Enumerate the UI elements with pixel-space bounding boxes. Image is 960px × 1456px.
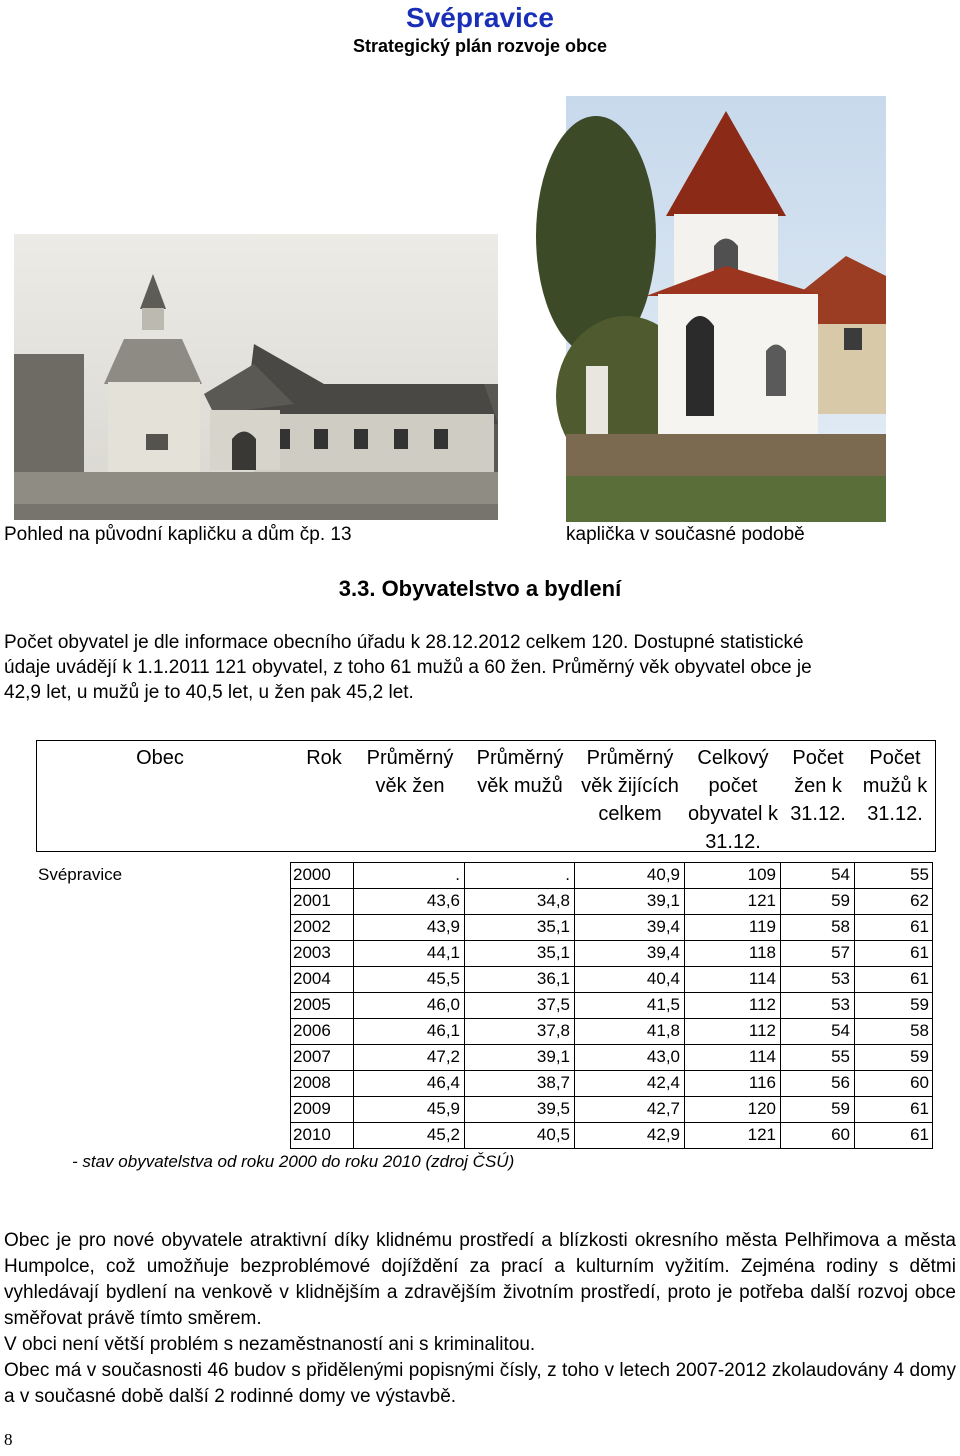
table-cell-zen: 53 bbox=[831, 969, 850, 988]
col-header-line: 31.12. bbox=[790, 803, 846, 825]
table-cell-vek_zen: 45,9 bbox=[426, 1099, 460, 1118]
table-cell-vek_muzu: 39,1 bbox=[536, 1047, 570, 1066]
col-header-line: obyvatel k bbox=[687, 803, 779, 825]
table-cell-zen: 59 bbox=[831, 1099, 850, 1118]
col-header-line: věk žijících bbox=[581, 775, 679, 797]
col-header-obec-label: Obec bbox=[136, 747, 184, 769]
table-cell-muzu: 58 bbox=[910, 1021, 929, 1040]
left-photo-caption: Pohled na původní kapličku a dům čp. 13 bbox=[4, 524, 352, 545]
table-cell-zen: 60 bbox=[831, 1125, 850, 1144]
intro-line: 42,9 let, u mužů je to 40,5 let, u žen pak 45,2 let. bbox=[4, 682, 414, 703]
table-cell-vek_celkem: 39,1 bbox=[646, 891, 680, 910]
col-header-line: 31.12. bbox=[705, 831, 761, 853]
table-cell-rok: 2006 bbox=[293, 1021, 331, 1040]
col-header-line: mužů k bbox=[862, 775, 928, 797]
col-header-line: Průměrný bbox=[586, 747, 674, 769]
table-cell-muzu: 61 bbox=[910, 969, 929, 988]
table-column-line bbox=[932, 862, 933, 1148]
table-cell-rok: 2004 bbox=[293, 969, 331, 988]
table-cell-muzu: 60 bbox=[910, 1073, 929, 1092]
table-cell-vek_muzu: 35,1 bbox=[536, 943, 570, 962]
table-cell-vek_zen: 43,9 bbox=[426, 917, 460, 936]
table-cell-obyv: 120 bbox=[747, 1099, 776, 1118]
table-cell-rok: 2010 bbox=[293, 1125, 331, 1144]
photo-current-chapel bbox=[566, 96, 886, 522]
table-column-line bbox=[290, 862, 291, 1148]
table-cell-zen: 54 bbox=[831, 865, 850, 884]
table-cell-muzu: 59 bbox=[910, 995, 929, 1014]
col-header-vek-zen bbox=[356, 744, 464, 800]
table-cell-vek_celkem: 42,9 bbox=[646, 1125, 680, 1144]
table-cell-vek_celkem: 39,4 bbox=[646, 943, 680, 962]
table-cell-muzu: 61 bbox=[910, 1099, 929, 1118]
col-header-line: žen k bbox=[794, 775, 842, 797]
table-cell-obyv: 112 bbox=[748, 1021, 776, 1040]
table-cell-vek_zen: 46,1 bbox=[426, 1021, 460, 1040]
col-header-line: počet bbox=[708, 775, 758, 797]
table-cell-vek_zen: 43,6 bbox=[426, 891, 460, 910]
intro-paragraph bbox=[4, 630, 944, 705]
body-paragraph: Obec je pro nové obyvatele atraktivní díky klidnému prostředí a blízkosti okresního města Pelhřimova a města Humpolce, což umožňuje bezproblémové dojíždění za prací a kulturním vyžitím. Zejména rodiny s dětmi vyhledávají bydlení na venkově v klidnějším a zdravějším životním prostředí, proto je potřeba další rozvoj obce směřovat právě tímto směrem. bbox=[4, 1230, 956, 1329]
table-cell-vek_zen: 47,2 bbox=[426, 1047, 460, 1066]
table-cell-vek_celkem: 40,9 bbox=[646, 865, 680, 884]
table-cell-vek_zen: . bbox=[455, 865, 460, 884]
table-cell-rok: 2005 bbox=[293, 995, 331, 1014]
col-header-obec bbox=[100, 744, 220, 772]
body-paragraph: Obec má v současnosti 46 budov s přidělenými popisnými čísly, z toho v letech 2007-2012 zkolaudovány 4 domy a v současné době další 2 rodinné domy ve výstavbě. bbox=[4, 1360, 956, 1407]
table-cell-obyv: 121 bbox=[747, 891, 776, 910]
table-cell-vek_muzu: 36,1 bbox=[536, 969, 570, 988]
table-cell-obyv: 109 bbox=[747, 865, 776, 884]
table-cell-vek_muzu: 38,7 bbox=[536, 1073, 570, 1092]
table-row-line bbox=[290, 1148, 933, 1149]
col-header-vek-muzu bbox=[466, 744, 574, 800]
table-cell-zen: 57 bbox=[831, 943, 850, 962]
table-cell-zen: 58 bbox=[831, 917, 850, 936]
table-cell-vek_celkem: 41,8 bbox=[646, 1021, 680, 1040]
col-header-line: Počet bbox=[869, 747, 921, 769]
col-header-pocet-zen bbox=[782, 744, 854, 828]
col-header-line: Počet bbox=[792, 747, 844, 769]
table-cell-zen: 55 bbox=[831, 1047, 850, 1066]
table-cell-obyv: 112 bbox=[748, 995, 776, 1014]
table-cell-zen: 56 bbox=[831, 1073, 850, 1092]
intro-line: Počet obyvatel je dle informace obecního úřadu k 28.12.2012 celkem 120. Dostupné statistické bbox=[4, 632, 804, 653]
col-header-line: 31.12. bbox=[867, 803, 923, 825]
page-number: 8 bbox=[4, 1430, 13, 1449]
col-header-pocet-obyvatel bbox=[686, 744, 780, 853]
table-cell-obyv: 119 bbox=[748, 917, 776, 936]
table-cell-vek_muzu: 37,8 bbox=[536, 1021, 570, 1040]
col-header-line: Průměrný bbox=[366, 747, 454, 769]
col-header-line: věk žen bbox=[375, 775, 445, 797]
table-cell-muzu: 62 bbox=[910, 891, 929, 910]
table-cell-rok: 2001 bbox=[293, 891, 331, 910]
table-cell-obyv: 114 bbox=[748, 1047, 776, 1066]
table-cell-vek_zen: 46,0 bbox=[426, 995, 460, 1014]
document-subtitle: Strategický plán rozvoje obce bbox=[352, 36, 608, 56]
table-cell-vek_celkem: 43,0 bbox=[646, 1047, 680, 1066]
table-cell-muzu: 61 bbox=[910, 943, 929, 962]
table-cell-muzu: 61 bbox=[910, 917, 929, 936]
table-cell-rok: 2003 bbox=[293, 943, 331, 962]
table-cell-muzu: 55 bbox=[910, 865, 929, 884]
table-source-note: - stav obyvatelstva od roku 2000 do roku 2010 (zdroj ČSÚ) bbox=[72, 1152, 515, 1171]
table-cell-vek_zen: 45,2 bbox=[426, 1125, 460, 1144]
photo-original-chapel bbox=[14, 234, 498, 520]
table-cell-zen: 53 bbox=[831, 995, 850, 1014]
table-cell-zen: 54 bbox=[831, 1021, 850, 1040]
table-cell-rok: 2008 bbox=[293, 1073, 331, 1092]
table-cell-vek_celkem: 42,4 bbox=[646, 1073, 680, 1092]
table-cell-rok: 2000 bbox=[293, 865, 331, 884]
table-cell-vek_celkem: 42,7 bbox=[646, 1099, 680, 1118]
table-obec-name: Svépravice bbox=[38, 865, 123, 884]
table-cell-rok: 2002 bbox=[293, 917, 331, 936]
col-header-line: věk mužů bbox=[477, 775, 563, 797]
table-cell-vek_muzu: 39,5 bbox=[536, 1099, 570, 1118]
table-cell-obyv: 114 bbox=[748, 969, 776, 988]
col-header-vek-celkem bbox=[576, 744, 684, 828]
intro-line: údaje uvádějí k 1.1.2011 121 obyvatel, z toho 61 mužů a 60 žen. Průměrný věk obyvatel obce je bbox=[4, 657, 812, 678]
table-cell-rok: 2009 bbox=[293, 1099, 331, 1118]
table-cell-vek_muzu: 40,5 bbox=[536, 1125, 570, 1144]
body-paragraph: V obci není větší problém s nezaměstnaností ani s kriminalitou. bbox=[4, 1334, 536, 1355]
document-title: Svépravice bbox=[406, 2, 554, 33]
table-cell-vek_muzu: 37,5 bbox=[536, 995, 570, 1014]
table-cell-obyv: 121 bbox=[747, 1125, 776, 1144]
table-cell-vek_zen: 44,1 bbox=[426, 943, 460, 962]
col-header-line: Průměrný bbox=[476, 747, 564, 769]
table-cell-rok: 2007 bbox=[293, 1047, 331, 1066]
table-cell-vek_zen: 45,5 bbox=[426, 969, 460, 988]
table-cell-vek_muzu: 34,8 bbox=[536, 891, 570, 910]
table-cell-zen: 59 bbox=[831, 891, 850, 910]
col-header-line: celkem bbox=[598, 803, 662, 825]
right-photo-caption: kaplička v současné podobě bbox=[566, 524, 805, 545]
col-header-line: Celkový bbox=[697, 747, 769, 769]
table-cell-muzu: 59 bbox=[910, 1047, 929, 1066]
table-cell-vek_zen: 46,4 bbox=[426, 1073, 460, 1092]
col-header-rok-label: Rok bbox=[306, 747, 342, 769]
body-text bbox=[4, 1228, 956, 1410]
table-cell-vek_celkem: 41,5 bbox=[646, 995, 680, 1014]
col-header-pocet-muzu bbox=[856, 744, 934, 828]
table-cell-muzu: 61 bbox=[910, 1125, 929, 1144]
table-cell-obyv: 116 bbox=[748, 1073, 776, 1092]
section-heading: 3.3. Obyvatelstvo a bydlení bbox=[338, 576, 622, 601]
table-cell-vek_celkem: 40,4 bbox=[646, 969, 680, 988]
col-header-rok bbox=[294, 744, 354, 772]
table-cell-obyv: 118 bbox=[748, 943, 776, 962]
table-cell-vek_muzu: . bbox=[565, 865, 570, 884]
table-cell-vek_celkem: 39,4 bbox=[646, 917, 680, 936]
table-cell-vek_muzu: 35,1 bbox=[536, 917, 570, 936]
